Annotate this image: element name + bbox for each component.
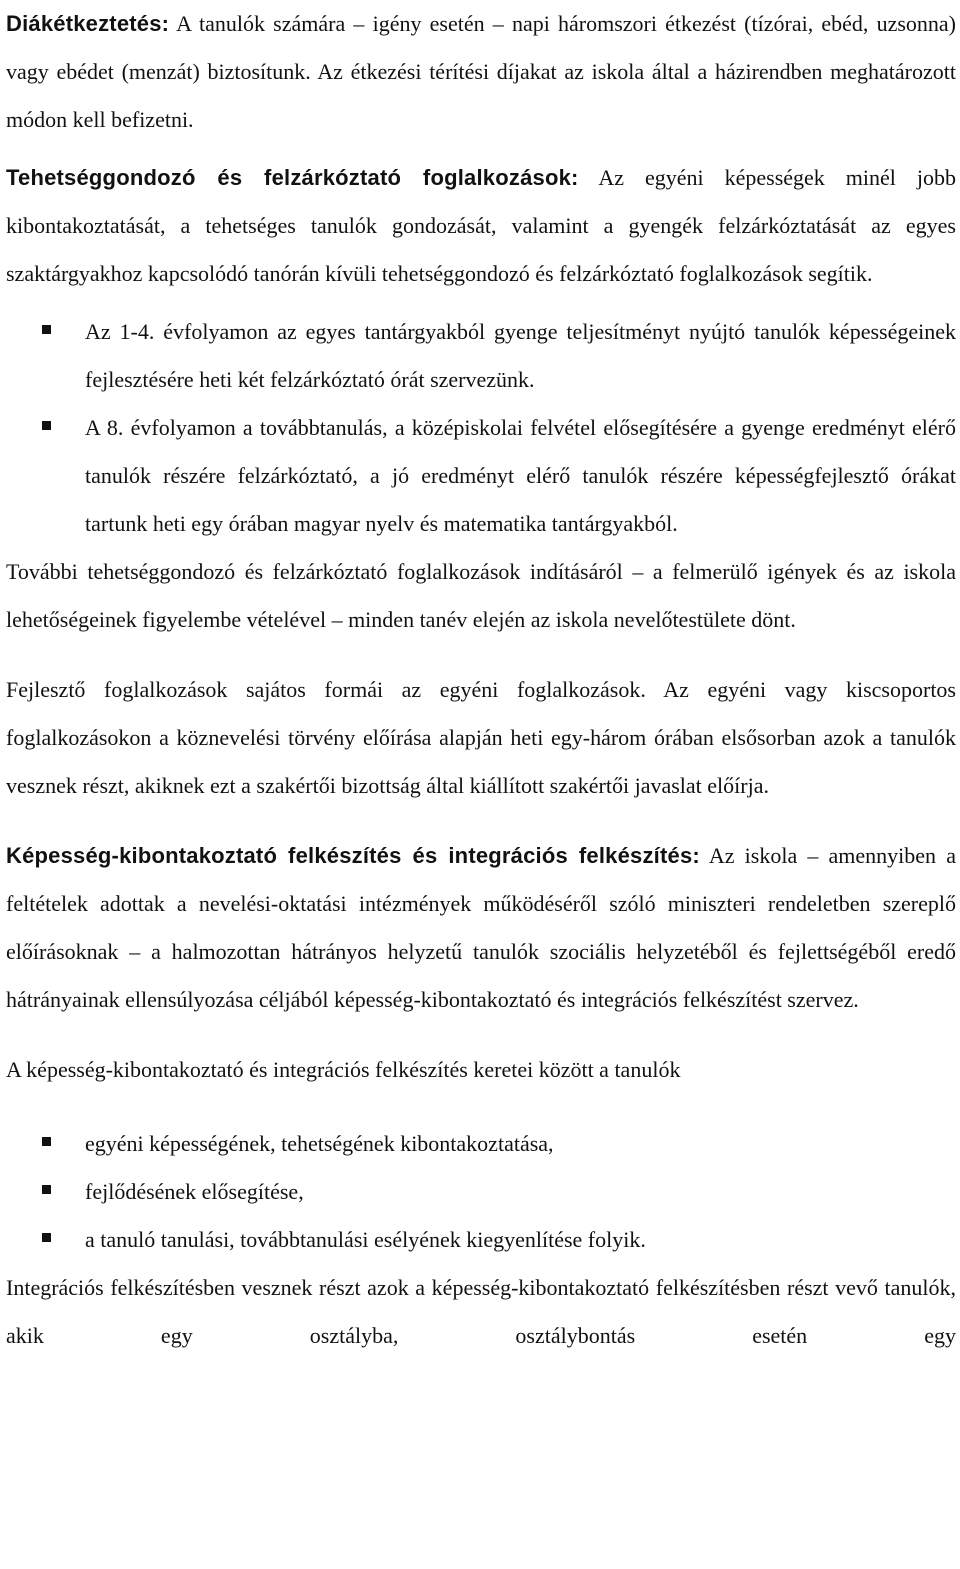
list-item (6, 1216, 956, 1264)
integration-bullet-text: fejlődésének elősegítése, (85, 1179, 304, 1204)
integration-heading: Képesség-kibontakoztató felkészítés és integrációs felkészítés: (6, 843, 700, 868)
square-bullet-icon (42, 1185, 51, 1194)
document-page (6, 0, 956, 1360)
square-bullet-icon (42, 1137, 51, 1146)
integration-bullet-text: a tanuló tanulási, továbbtanulási esélyének kiegyenlítése folyik. (85, 1227, 646, 1252)
integration-paragraph (6, 832, 956, 1024)
square-bullet-icon (42, 325, 51, 334)
integration-closing-paragraph: Integrációs felkészítésben vesznek részt azok a képesség-kibontakoztató felkészítésben részt vevő tanulók, akik egy osztályba, osztálybontás esetén egy (6, 1275, 956, 1348)
integration-intro: A képesség-kibontakoztató és integrációs felkészítés keretei között a tanulók (6, 1057, 681, 1082)
square-bullet-icon (42, 1233, 51, 1242)
development-paragraph: Fejlesztő foglalkozások sajátos formái az egyéni foglalkozások. Az egyéni vagy kiscsoportos foglalkozásokon a köznevelési törvény előírása alapján heti egy-három órában elsősorban azok a tanulók vesznek részt, akiknek ezt a szakértői bizottság által kiállított szakértői javaslat előírja. (6, 677, 956, 798)
talent-paragraph (6, 154, 956, 298)
list-item (6, 308, 956, 404)
list-item (6, 1168, 956, 1216)
integration-bullet-text: egyéni képességének, tehetségének kibontakoztatása, (85, 1131, 554, 1156)
talent-text: Az egyéni képességek minél jobb kibontakoztatását, a tehetséges tanulók gondozását, valamint a gyengék felzárkóztatását az egyes szaktárgyakhoz kapcsolódó tanórán kívüli tehetséggondozó és felzárkóztató foglalkozások segítik. (6, 165, 956, 286)
integration-text: Az iskola – amennyiben a feltételek adottak a nevelési-oktatási intézmények működéséről szóló miniszteri rendeletben szereplő előírásoknak – a halmozottan hátrányos helyzetű tanulók szociális helyzetéből és fejlettségéből eredő hátrányainak ellensúlyozása céljából képesség-kibontakoztató és integrációs felkészítést szervez. (6, 843, 956, 1012)
talent-after-paragraph: További tehetséggondozó és felzárkóztató foglalkozások indításáról – a felmerülő igények és az iskola lehetőségeinek figyelembe vételével – minden tanév elején az iskola nevelőtestülete dönt. (6, 559, 956, 632)
dietary-text: A tanulók számára – igény esetén – napi háromszori étkezést (tízórai, ebéd, uzsonna) vagy ebédet (menzát) biztosítunk. Az étkezési térítési díjakat az iskola által a házirendben meghatározott módon kell befizetni. (6, 11, 956, 132)
talent-bullet-text: Az 1-4. évfolyamon az egyes tantárgyakból gyenge teljesítményt nyújtó tanulók képességeinek fejlesztésére heti két felzárkóztató órát szervezünk. (85, 319, 956, 392)
list-item (6, 1120, 956, 1168)
talent-heading: Tehetséggondozó és felzárkóztató foglalkozások: (6, 165, 579, 190)
integration-bullet-list (6, 1120, 956, 1264)
list-item (6, 404, 956, 548)
talent-bullet-list (6, 308, 956, 548)
talent-bullet-text: A 8. évfolyamon a továbbtanulás, a középiskolai felvétel elősegítésére a gyenge eredményt elérő tanulók részére felzárkóztató, a jó eredményt elérő tanulók részére képességfejlesztő órákat tartunk heti egy órában magyar nyelv és matematika tantárgyakból. (85, 415, 956, 536)
dietary-paragraph (6, 0, 956, 144)
dietary-heading: Diákétkeztetés: (6, 11, 170, 36)
square-bullet-icon (42, 421, 51, 430)
